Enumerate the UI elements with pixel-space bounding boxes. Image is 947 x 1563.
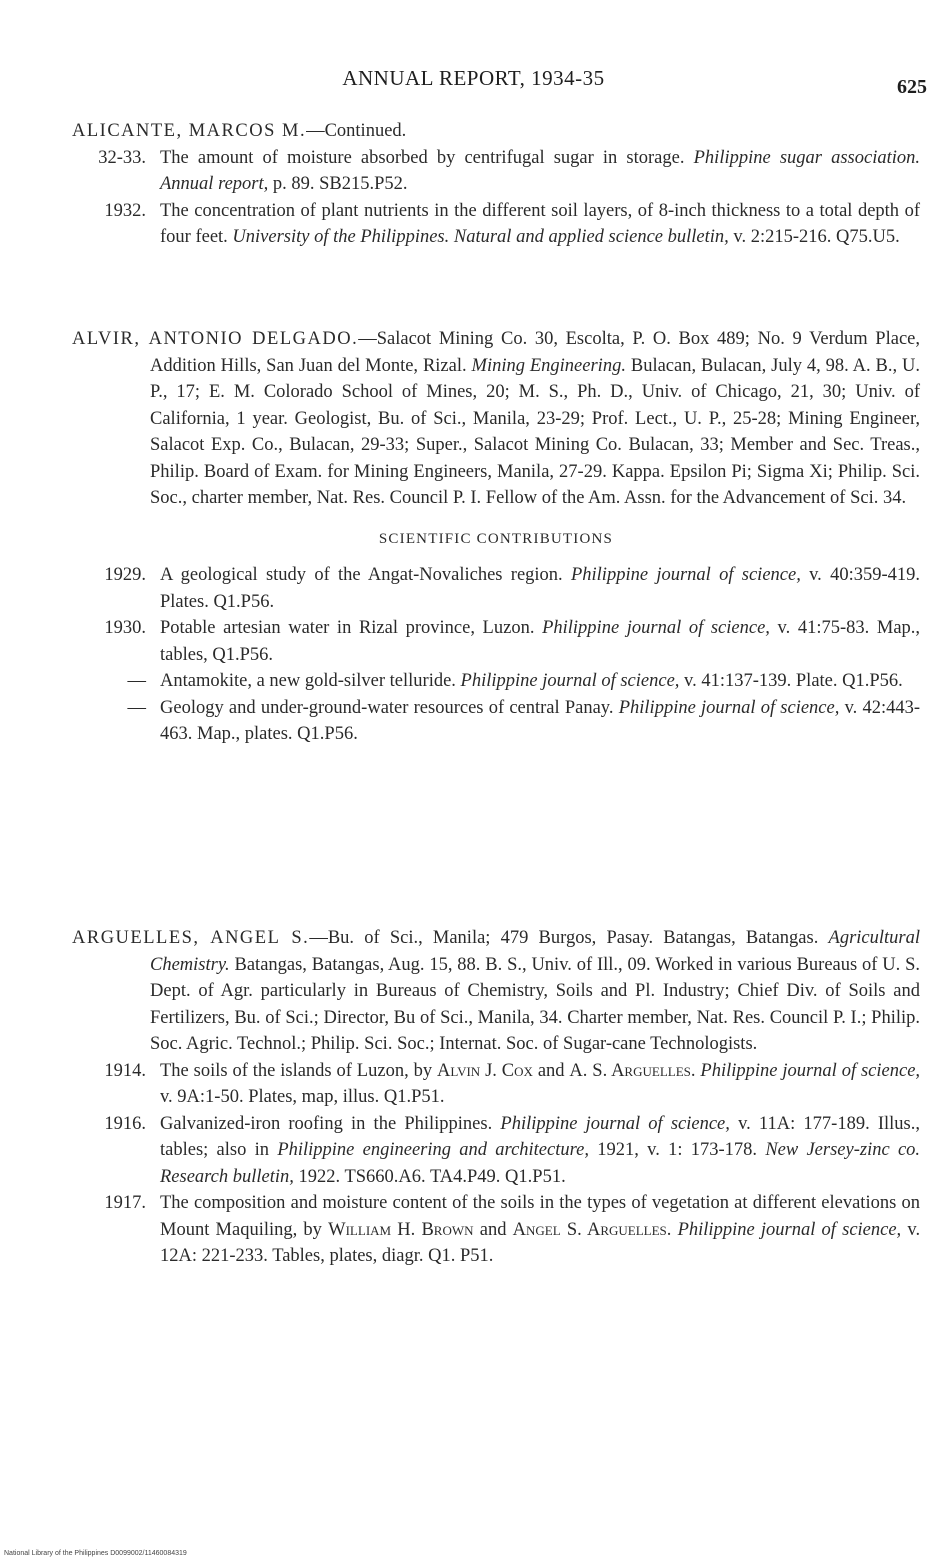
publication-item [72,695,920,748]
publication-year: 1917. [104,1193,146,1213]
entry-arguelles [72,925,920,1270]
journal-title: Philippine sugar association. Annual report, [160,147,921,194]
publication-year: — [127,671,146,691]
author-name: A. S. Arguelles. [569,1060,696,1081]
publication-year: 1914. [104,1060,146,1081]
publication-year: — [127,697,146,718]
publication-year: 1932. [104,200,146,221]
publication-text: The amount of moisture absorbed by centrifugal sugar in storage. Philippine sugar association. Annual report, p. 89. SB215.P52. [160,147,921,194]
publication-text: A geological study of the Angat-Novaliches region. Philippine journal of science, v. 40:359-419. Plates. Q1.P56. [160,565,921,612]
publication-year: 1930. [104,618,146,638]
entry-bio: ARGUELLES, ANGEL S.—Bu. of Sci., Manila; 479 Burgos, Pasay. Batangas, Batangas. Agricultural Chemistry. Batangas, Batangas, Aug. 15, 88. B. S., Univ. of Ill., 09. Worked in various Bureaus of U. S. Dept. of Agr. particularly in Bureaus of Chemistry, Soils and Pl. Industry; Chief Div. of Soils and Fertilizers, Bu. of Sci.; Director, Bu of Sci., Manila, 34. Charter member, Nat. Res. Council P. I.; Philip. Soc. Agric. Technol.; Philip. Sci. Soc.; Internat. Soc. of Sugar-cane Technologists. [72,928,921,1054]
publication-list [72,145,920,251]
publication-text: Potable artesian water in Rizal province, Luzon. Philippine journal of science, v. 41:75-83. Map., tables, Q1.P56. [160,618,921,665]
publication-text: The composition and moisture content of the soils in the types of vegetation at different elevations on Mount Maquiling, by William H. Brown and Angel S. Arguelles. Philippine journal of science, v. 12A: 221-233. Tables, plates, diagr. Q1. P51. [160,1193,921,1266]
publication-text: Galvanized-iron roofing in the Philippines. Philippine journal of science, v. 11A: 177-189. Illus., tables; also in Philippine engineering and architecture, 1921, v. 1: 173-178. New Jersey-zinc co. Research bulletin, 1922. TS660.A6. TA4.P49. Q1.P51. [160,1113,921,1187]
publication-item [72,198,920,251]
entry-continued: —Continued. [306,121,407,141]
field-of-study: Mining Engineering. [471,355,626,376]
publication-item [72,1111,920,1191]
publication-year: 1929. [104,565,146,585]
scan-footer: National Library of the Philippines D0099002/11460084319 [4,1550,187,1557]
publication-text: The concentration of plant nutrients in the different soil layers, of 8-inch thickness to a total depth of four feet. University of the Philippines. Natural and applied science bulletin, v. 2:215-216. Q75.U5. [160,200,920,247]
author-name: Alvin J. Cox [436,1060,533,1081]
journal-title: Philippine engineering and architecture, [277,1140,589,1160]
author-name: William H. Brown [328,1219,474,1240]
publication-item [72,1058,920,1111]
publication-item [72,615,920,668]
publication-text: The soils of the islands of Luzon, by Alvin J. Cox and A. S. Arguelles. Philippine journal of science, v. 9A:1-50. Plates, map, illus. Q1.P51. [160,1060,921,1107]
journal-title: Philippine journal of science, [700,1060,921,1081]
journal-title: Philippine journal of science, [542,618,770,638]
publication-item [72,668,920,695]
contributions-heading: SCIENTIFIC CONTRIBUTIONS [378,530,614,547]
publication-item [72,562,920,615]
publication-list [72,1058,920,1270]
entry-bio: ALVIR, ANTONIO DELGADO.—Salacot Mining Co. 30, Escolta, P. O. Box 489; No. 9 Verdum Place, Addition Hills, San Juan del Monte, Rizal. Mining Engineering. Bulacan, Bulacan, July 4, 98. A. B., U. P., 17; E. M. Colorado School of Mines, 20; M. S., Ph. D., Univ. of Chicago, 21, 30; Univ. of California, 1 year. Geologist, Bu. of Sci., Manila, 23-29; Prof. Lect., U. P., 25-28; Mining Engineer, Salacot Exp. Co., Bulacan, 29-33; Super., Salacot Mining Co. Bulacan, 33; Member and Sec. Treas., Philip. Board of Exam. for Mining Engineers, Manila, 27-29. Kappa. Epsilon Pi; Sigma Xi; Philip. Sci. Soc., charter member, Nat. Res. Council P. I. Fellow of the Am. Assn. for the Advancement of Sci. 34. [72,329,920,508]
entry-heading [72,118,920,145]
journal-title: Philippine journal of science, [500,1113,730,1134]
entry-name: ALVIR, ANTONIO DELGADO. [72,329,359,349]
journal-title: Philippine journal of science, [460,671,680,691]
running-header: ANNUAL REPORT, 1934-35 [342,66,605,90]
publication-item [72,1190,920,1270]
publication-text: Geology and under-ground-water resources of central Panay. Philippine journal of science, v. 42:443-463. Map., plates. Q1.P56. [160,697,921,744]
entry-alicante [72,118,920,251]
journal-title: University of the Philippines. Natural and applied science bulletin, [232,227,729,247]
author-name: Angel S. Arguelles. [512,1219,672,1240]
journal-title: Philippine journal of science, [677,1219,902,1240]
publication-list [72,562,920,748]
entry-name: ARGUELLES, ANGEL S. [72,928,310,948]
publication-year: 1916. [104,1113,146,1134]
journal-title: Philippine journal of science, [618,697,840,718]
field-of-study: Agricultural Chemistry. [150,928,920,975]
publication-item [72,145,920,198]
page-number: 625 [897,76,927,98]
journal-title: New Jersey-zinc co. Research bulletin, [160,1140,921,1187]
journal-title: Philippine journal of science, [570,565,801,585]
publication-text: Antamokite, a new gold-silver telluride. Philippine journal of science, v. 41:137-139. Plate. Q1.P56. [160,671,903,691]
publication-year: 32-33. [98,147,146,168]
entry-alvir [72,326,920,748]
entry-name: ALICANTE, MARCOS M. [72,121,307,141]
